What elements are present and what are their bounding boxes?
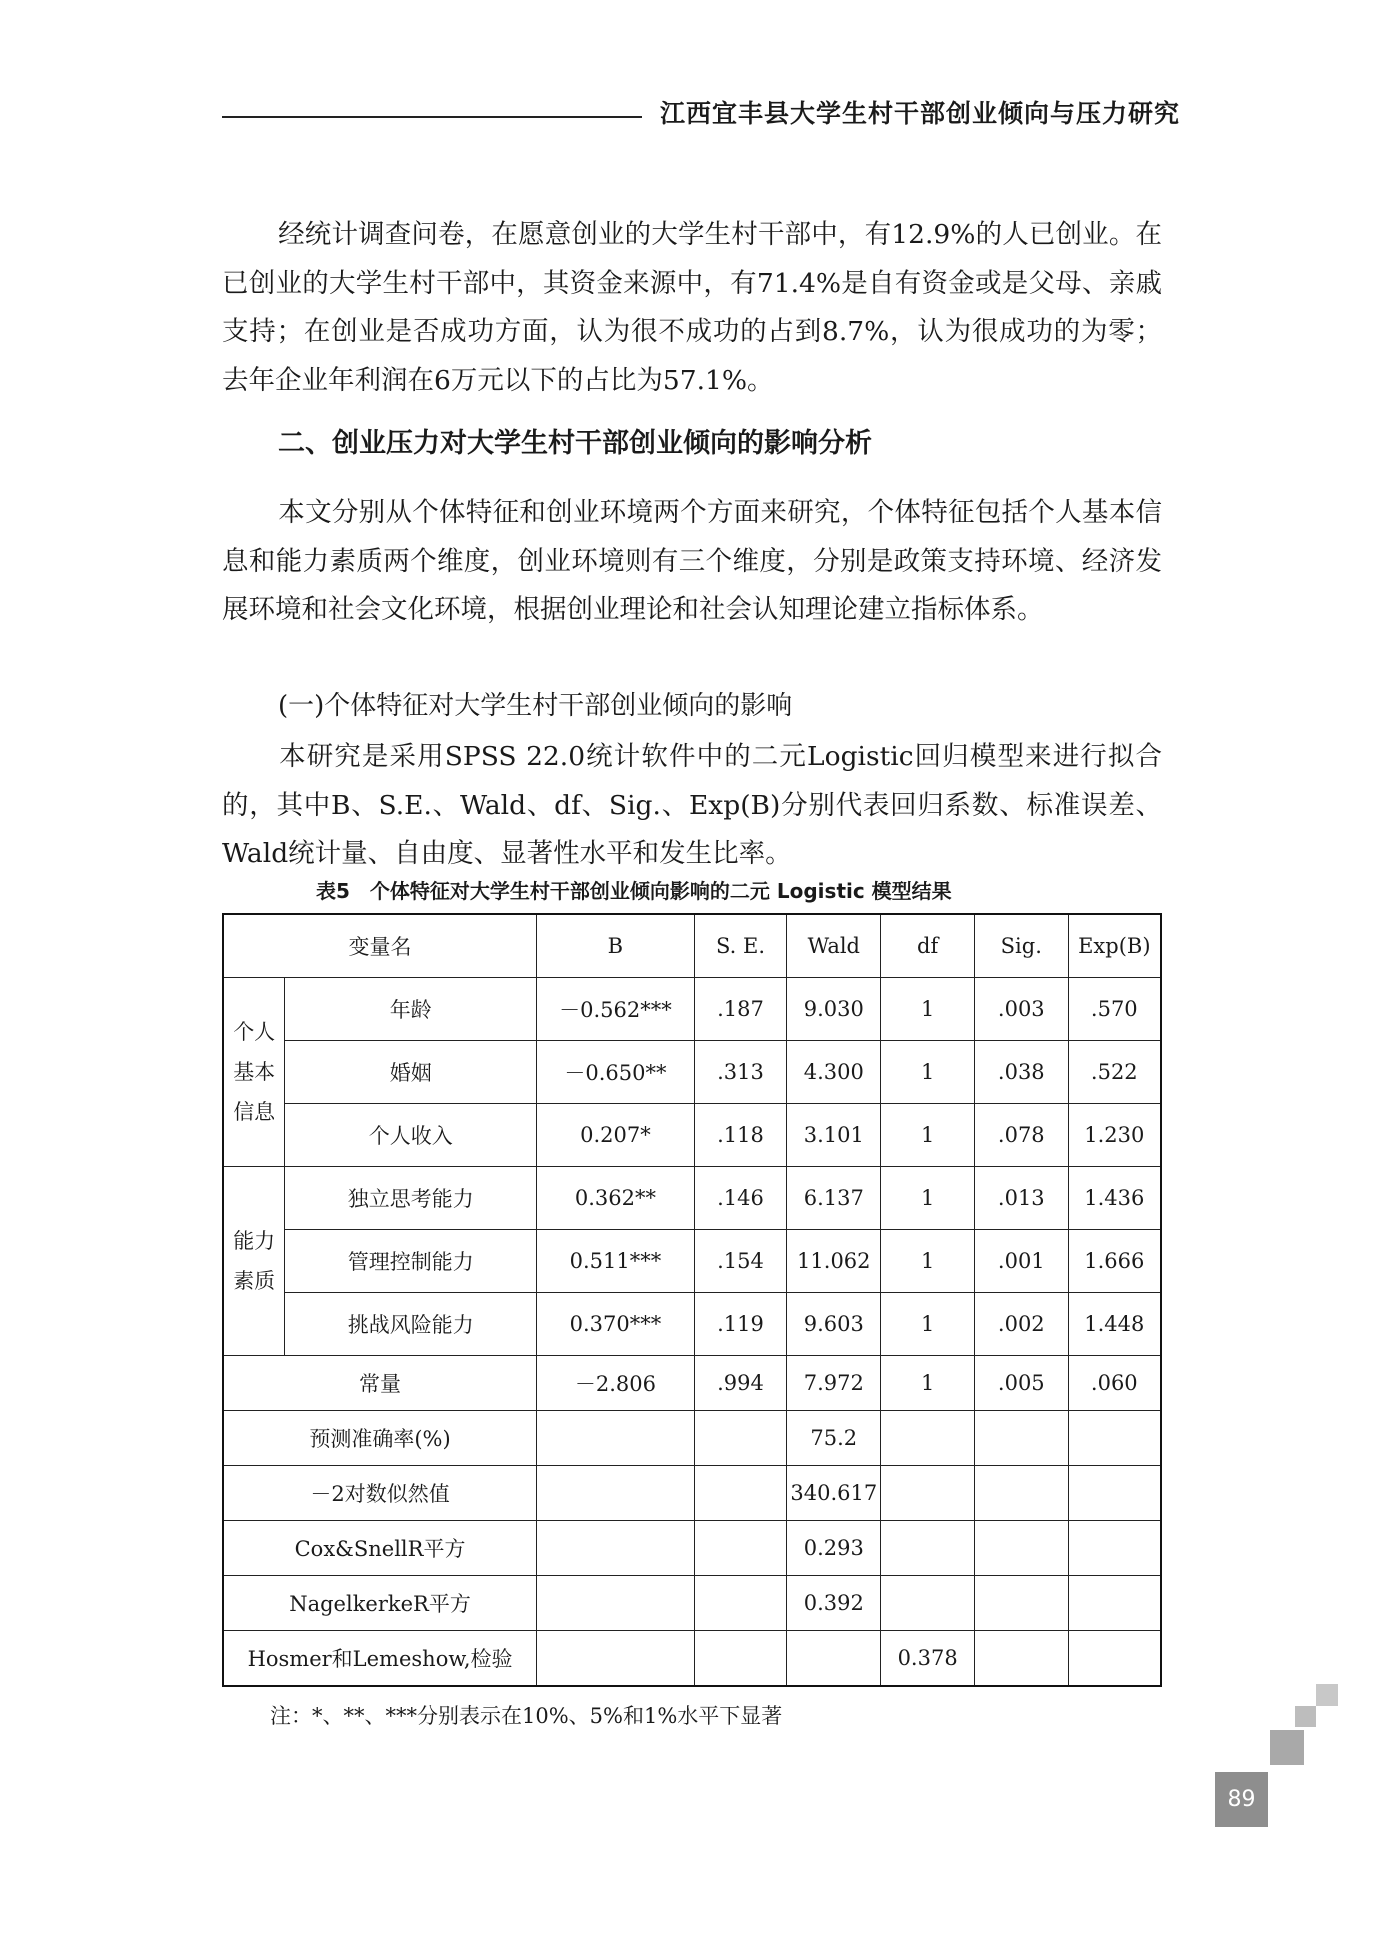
decorative-square <box>1316 1684 1338 1706</box>
logistic-results-table <box>222 913 1162 1687</box>
column-header: B <box>537 914 695 978</box>
fit-value: 75.2 <box>787 1411 881 1466</box>
table-row <box>223 1041 1161 1104</box>
variable-name: 独立思考能力 <box>285 1167 537 1230</box>
running-header-title: 江西宜丰县大学生村干部创业倾向与压力研究 <box>660 99 1181 128</box>
variable-name: 婚姻 <box>285 1041 537 1104</box>
cell-exp: 1.230 <box>1068 1104 1161 1167</box>
cell-se: .119 <box>694 1293 787 1356</box>
table-caption: 表5 个体特征对大学生村干部创业倾向影响的二元 Logistic 模型结果 <box>316 879 952 903</box>
variable-name: 年龄 <box>285 978 537 1041</box>
cell-df: 1 <box>881 1041 975 1104</box>
group-label: 个人基本信息 <box>223 978 285 1167</box>
fit-row <box>223 1631 1161 1687</box>
table-row-constant <box>223 1356 1161 1411</box>
table-row <box>223 1104 1161 1167</box>
decorative-square <box>1295 1706 1316 1727</box>
cell-se: .146 <box>694 1167 787 1230</box>
cell-se: .313 <box>694 1041 787 1104</box>
column-header: 变量名 <box>223 914 537 978</box>
column-header: Wald <box>787 914 881 978</box>
table-row <box>223 1293 1161 1356</box>
cell-wald: 9.603 <box>787 1293 881 1356</box>
cell-df: 1 <box>881 1167 975 1230</box>
fit-label: －2对数似然值 <box>223 1466 537 1521</box>
cell-se: .187 <box>694 978 787 1041</box>
cell-sig: .005 <box>974 1356 1068 1411</box>
fit-value: 0.293 <box>787 1521 881 1576</box>
cell-sig: .003 <box>974 978 1068 1041</box>
fit-label: NagelkerkeR平方 <box>223 1576 537 1631</box>
cell-b: －0.562*** <box>537 978 695 1041</box>
column-header: df <box>881 914 975 978</box>
cell-wald: 4.300 <box>787 1041 881 1104</box>
paragraph-research-framework: 本文分别从个体特征和创业环境两个方面来研究，个体特征包括个人基本信息和能力素质两个维度，创业环境则有三个维度，分别是政策支持环境、经济发展环境和社会文化环境，根据创业理论和社会认知理论建立指标体系。 <box>222 497 1162 625</box>
cell-df: 1 <box>881 1293 975 1356</box>
fit-row <box>223 1411 1161 1466</box>
table-row <box>223 1230 1161 1293</box>
cell-wald: 3.101 <box>787 1104 881 1167</box>
paragraph-startup-stats: 经统计调查问卷，在愿意创业的大学生村干部中，有12.9%的人已创业。在已创业的大学生村干部中，其资金来源中，有71.4%是自有资金或是父母、亲戚支持；在创业是否成功方面，认为很不成功的占到8.7%，认为很成功的为零；去年企业年利润在6万元以下的占比为57.1%。 <box>222 219 1162 396</box>
cell-se: .154 <box>694 1230 787 1293</box>
variable-name: 管理控制能力 <box>285 1230 537 1293</box>
cell-exp: .060 <box>1068 1356 1161 1411</box>
cell-df: 1 <box>881 1230 975 1293</box>
fit-label: 预测准确率(%) <box>223 1411 537 1466</box>
cell-sig: .001 <box>974 1230 1068 1293</box>
fit-row <box>223 1576 1161 1631</box>
cell-sig: .002 <box>974 1293 1068 1356</box>
cell-exp: 1.436 <box>1068 1167 1161 1230</box>
variable-name: 常量 <box>223 1356 537 1411</box>
cell-sig: .078 <box>974 1104 1068 1167</box>
cell-b: 0.362** <box>537 1167 695 1230</box>
cell-df: 1 <box>881 1356 975 1411</box>
cell-wald: 9.030 <box>787 978 881 1041</box>
fit-value: 0.392 <box>787 1576 881 1631</box>
sub-heading: (一)个体特征对大学生村干部创业倾向的影响 <box>278 691 793 721</box>
fit-value: 340.617 <box>787 1466 881 1521</box>
cell-exp: 1.666 <box>1068 1230 1161 1293</box>
table-note: 注：*、**、***分别表示在10%、5%和1%水平下显著 <box>270 1704 783 1728</box>
cell-wald: 6.137 <box>787 1167 881 1230</box>
fit-value: 0.378 <box>881 1631 975 1687</box>
column-header: Sig. <box>974 914 1068 978</box>
cell-df: 1 <box>881 1104 975 1167</box>
cell-exp: 1.448 <box>1068 1293 1161 1356</box>
cell-exp: .522 <box>1068 1041 1161 1104</box>
cell-se: .994 <box>694 1356 787 1411</box>
cell-sig: .013 <box>974 1167 1068 1230</box>
column-header: Exp(B) <box>1068 914 1161 978</box>
section-heading: 二、创业压力对大学生村干部创业倾向的影响分析 <box>278 428 872 459</box>
table-row <box>223 978 1161 1041</box>
cell-se: .118 <box>694 1104 787 1167</box>
decorative-square <box>1270 1730 1304 1765</box>
cell-df: 1 <box>881 978 975 1041</box>
fit-label: Cox&SnellR平方 <box>223 1521 537 1576</box>
page-number: 89 <box>1215 1772 1268 1827</box>
header-rule <box>222 116 642 118</box>
fit-label: Hosmer和Lemeshow,检验 <box>223 1631 537 1687</box>
cell-wald: 11.062 <box>787 1230 881 1293</box>
cell-exp: .570 <box>1068 978 1161 1041</box>
cell-sig: .038 <box>974 1041 1068 1104</box>
column-header: S. E. <box>694 914 787 978</box>
table-row <box>223 1167 1161 1230</box>
cell-wald: 7.972 <box>787 1356 881 1411</box>
group-label: 能力素质 <box>223 1167 285 1356</box>
cell-b: 0.207* <box>537 1104 695 1167</box>
paragraph-method: 本研究是采用SPSS 22.0统计软件中的二元Logistic回归模型来进行拟合的，其中B、S.E.、Wald、df、Sig.、Exp(B)分别代表回归系数、标准误差、Wald统计量、自由度、显著性水平和发生比率。 <box>222 741 1162 869</box>
fit-row <box>223 1521 1161 1576</box>
cell-b: －0.650** <box>537 1041 695 1104</box>
cell-b: －2.806 <box>537 1356 695 1411</box>
table-header-row <box>223 914 1161 978</box>
variable-name: 个人收入 <box>285 1104 537 1167</box>
cell-b: 0.511*** <box>537 1230 695 1293</box>
fit-row <box>223 1466 1161 1521</box>
cell-b: 0.370*** <box>537 1293 695 1356</box>
variable-name: 挑战风险能力 <box>285 1293 537 1356</box>
